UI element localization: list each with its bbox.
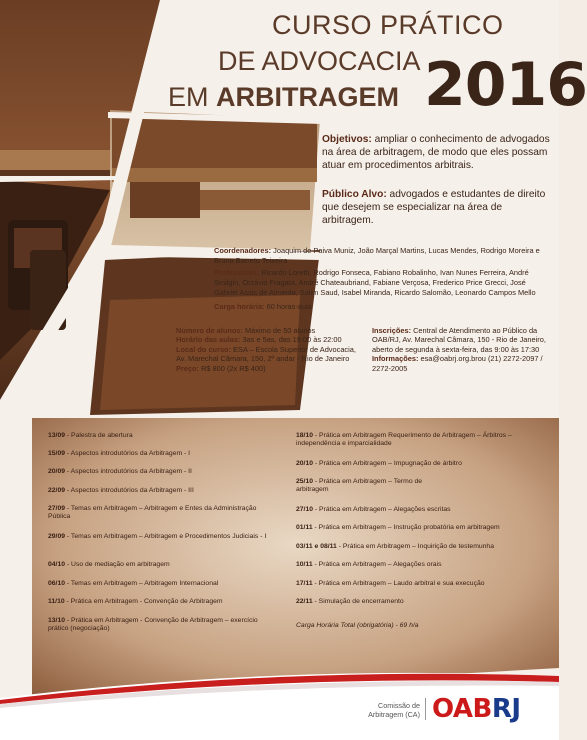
title-line-2: DE ADVOCACIA bbox=[218, 46, 421, 76]
coordinators: Coordenadores: Joaquim de Paiva Muniz, João Marçal Martins, Lucas Mendes, Rodrigo Moreira e Bruno Barreto Teixeira bbox=[214, 246, 540, 265]
schedule-item: 04/10 - Uso de mediação em arbitragem bbox=[48, 561, 170, 568]
schedule-item: 06/10 - Temas em Arbitragem – Arbitragem Internacional bbox=[48, 580, 219, 587]
title-line-3: EM ARBITRAGEM bbox=[168, 82, 400, 112]
coordinators-professors bbox=[214, 246, 549, 314]
schedule-item: 03/11 e 08/11 - Prática em Arbitragem – Inquirição de testemunha bbox=[296, 543, 494, 550]
oabrj-logo: OABRJ bbox=[432, 694, 521, 724]
professors: Professores: Ricardo Loretti, Rodrigo Fonseca, Fabiano Robalinho, Ivan Nunes Ferreira, André Smilgin, Octávio Fragata, André Chateaubriand, Fabiane Verçosa, Frederico Price Grecci, José Gabriel Assis de Almeida, Salim Saud, Isabel Miranda, Ricardo Salomão, Leonardo Campos Mello bbox=[214, 268, 536, 297]
schedule-item: 10/11 - Prática em Arbitragem – Alegações orais bbox=[296, 561, 442, 568]
schedule-item: 18/10 - Prática em Arbitragem Requerimento de Arbitragem – Árbitros – independência e imparcialidade bbox=[296, 432, 512, 448]
workload: Carga horária: 60 horas-aula bbox=[214, 302, 312, 311]
total-workload: Carga Horária Total (obrigatória) - 69 h/a bbox=[296, 622, 419, 629]
schedule-item: 01/11 - Prática em Arbitragem – Instrução probatória em arbitragem bbox=[296, 524, 500, 531]
schedule-item: 25/10 - Prática em Arbitragem – Termo de arbitragem bbox=[296, 478, 423, 494]
registration-info: Inscrições: Central de Atendimento ao Público da OAB/RJ, Av. Marechal Câmara, 150 - Rio de Janeiro, aberto de segunda à sexta-feira, das 9:00 às 17:30 Informações: esa@oabrj.org.brou (21) 2272-2097 / 2272-2005 bbox=[372, 326, 546, 373]
schedule-item: 29/09 - Temas em Arbitragem – Arbitragem e Procedimentos Judiciais - I bbox=[48, 533, 267, 540]
schedule-item: 22/09 - Aspectos introdutórios da Arbitragem - III bbox=[48, 487, 194, 494]
schedule-item: 27/10 - Prática em Arbitragem – Alegações escritas bbox=[296, 506, 451, 513]
course-year: 2016 bbox=[424, 50, 587, 120]
target-audience-text: Público Alvo: advogados e estudantes de direito que desejem se especializar na área de arbitragem. bbox=[322, 189, 546, 226]
schedule-item: 27/09 - Temas em Arbitragem – Arbitragem e Entes da Administração Pública bbox=[48, 505, 257, 521]
objectives-text: Objetivos: ampliar o conhecimento de advogados na área de arbitragem, de modo que eles possam atuar em procedimentos arbitrais. bbox=[322, 134, 550, 171]
title-line-1: CURSO PRÁTICO bbox=[272, 10, 504, 40]
schedule-item: 11/10 - Prática em Arbitragem - Convenção de Arbitragem bbox=[48, 598, 223, 605]
schedule-item: 13/09 - Palestra de abertura bbox=[48, 432, 133, 439]
schedule-item: 22/11 - Simulação de encerramento bbox=[296, 598, 404, 605]
course-details: Número de alunos: Máximo de 50 alunos Horário das aulas: 3as e 5as, das 19:00 às 22:00 Local do curso: ESA – Escola Superior de Advocacia, Av. Marechal Câmara, 150, 2º andar - Rio de Janeiro Preço: R$ 800 (2x R$ 400) bbox=[176, 326, 356, 373]
schedule-item: 20/09 - Aspectos introdutórios da Arbitragem - II bbox=[48, 468, 192, 475]
schedule-item: 20/10 - Prática em Arbitragem – Impugnação de árbitro bbox=[296, 460, 462, 467]
logo-divider bbox=[425, 698, 426, 720]
schedule-item: 13/10 - Prática em Arbitragem - Convenção de Arbitragem – exercício prático (negociação) bbox=[48, 617, 258, 633]
schedule-item: 17/11 - Prática em Arbitragem – Laudo arbitral e sua execução bbox=[296, 580, 485, 587]
commission-label: Comissão de Arbitragem (CA) bbox=[368, 701, 420, 719]
schedule-item: 15/09 - Aspectos introdutórios da Arbitragem - I bbox=[48, 450, 191, 457]
